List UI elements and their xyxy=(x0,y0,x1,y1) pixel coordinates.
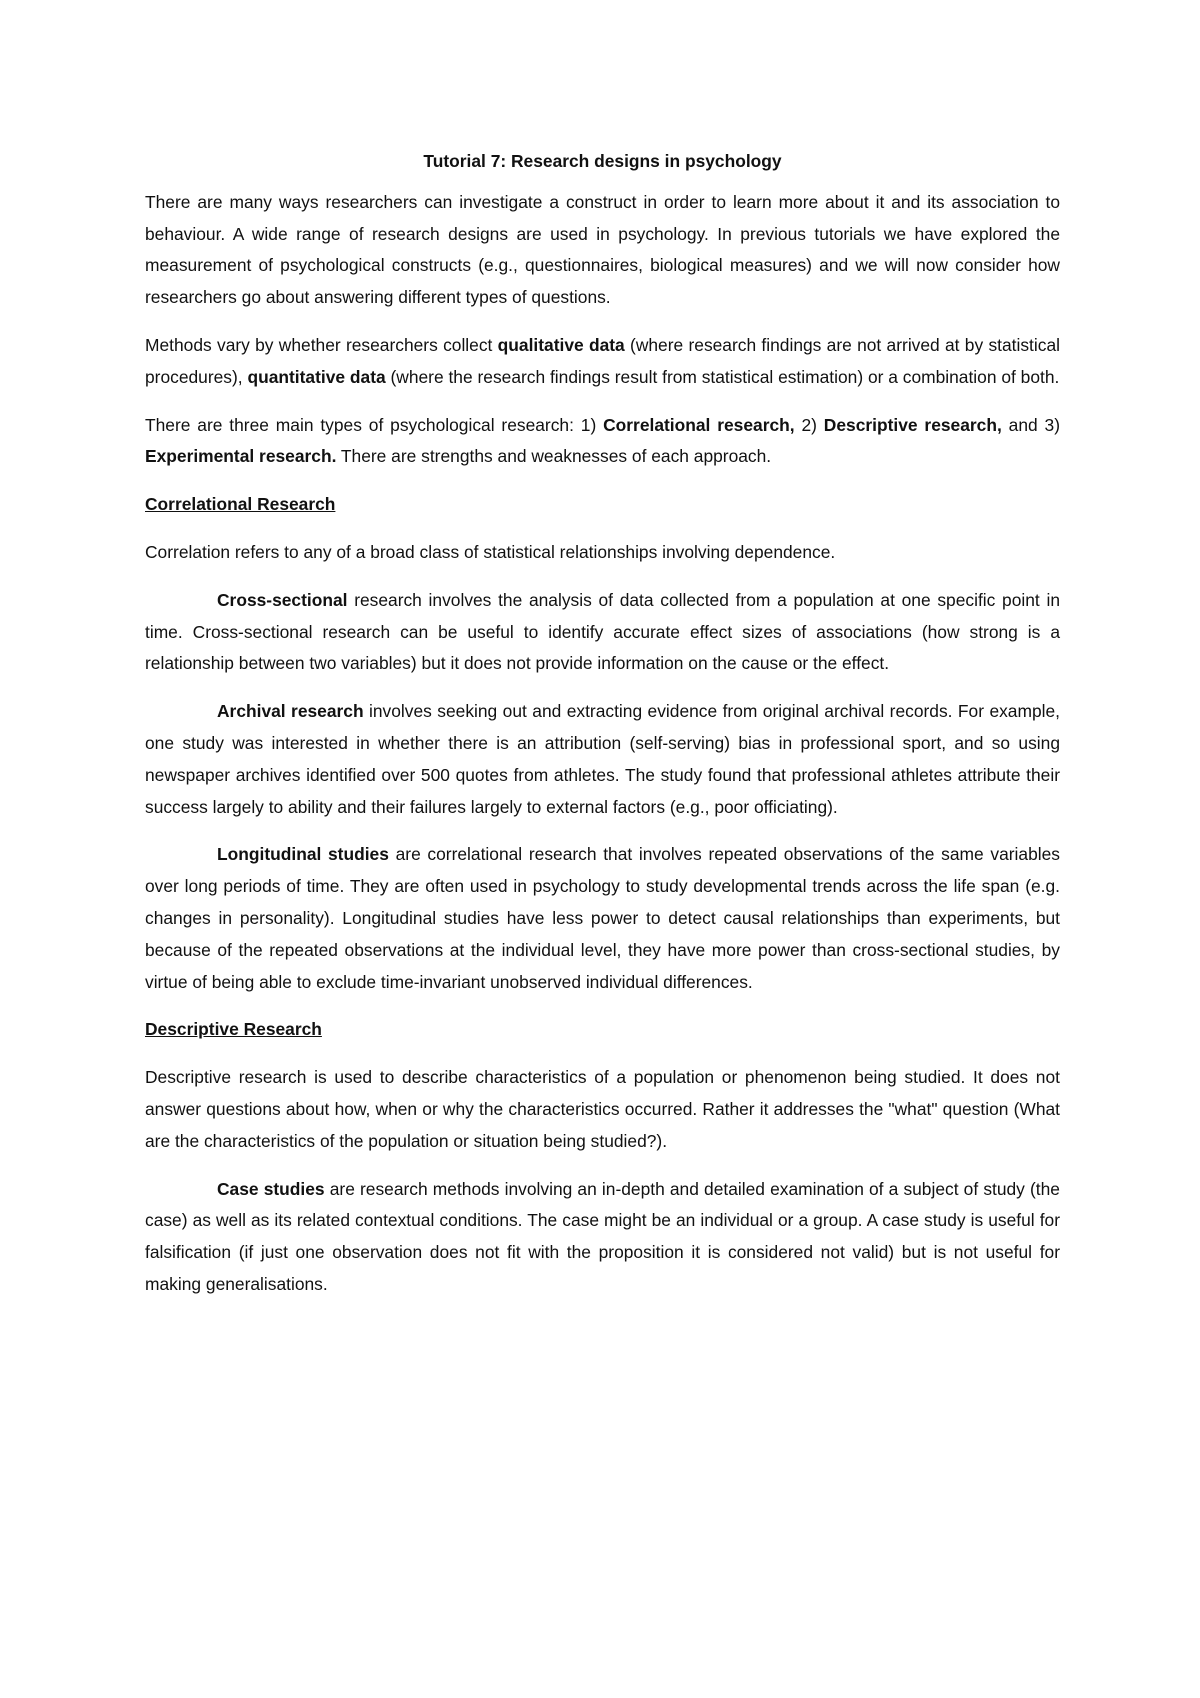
text-run: involves seeking out and extracting evidence from original archival records. For example, one study was interested in whether there is an attribution (self-serving) bias in professional sport, and so using newspaper archives identified over 500 quotes from athletes. The study found that professional athletes attribute their success largely to ability and their failures largely to external factors (e.g., poor officiating). xyxy=(145,701,1061,817)
methods-paragraph xyxy=(145,330,1060,394)
text-run: (where the research findings result from statistical estimation) or a combination of both. xyxy=(385,366,1060,387)
text-run: and 3) xyxy=(1001,414,1060,435)
text-run: are correlational research that involves repeated observations of the same variables over long periods of time. They are often used in psychology to study developmental trends across the life span (e.g. changes in personality). Longitudinal studies have less power to detect causal relationships than experiments, but because of the repeated observations at the individual level, they have more power than cross-sectional studies, by virtue of being able to exclude time-invariant unobserved individual differences. xyxy=(145,844,1060,992)
text-run: There are three main types of psychological research: 1) xyxy=(145,414,604,435)
case-studies-paragraph xyxy=(145,1174,1060,1301)
bold-term-experimental: Experimental research. xyxy=(145,446,337,467)
bold-term-longitudinal: Longitudinal studies xyxy=(217,844,389,865)
intro-paragraph: There are many ways researchers can investigate a construct in order to learn more about it and its association to behaviour. A wide range of research designs are used in psychology. In previous tutorials we have explored the measurement of psychological constructs (e.g., questionnaires, biological measures) and we will now consider how researchers go about answering different types of questions. xyxy=(145,191,1060,308)
document-body xyxy=(145,146,1060,1317)
text-run: (where research findings are not arrived at by statistical procedures), xyxy=(145,334,1060,387)
text-run: research involves the analysis of data collected from a population at one specific point in time. Cross-sectional research can be useful to identify accurate effect sizes of associations (how strong is a relationship between two variables) but it does not provide information on the cause or the effect. xyxy=(145,589,1060,674)
descriptive-definition: Descriptive research is used to describe characteristics of a population or phenomenon being studied. It does not answer questions about how, when or why the characteristics occurred. Rather it addresses the "what" question (What are the characteristics of the population or situation being studied?). xyxy=(145,1067,1060,1151)
page-title: Tutorial 7: Research designs in psychology xyxy=(423,151,782,171)
bold-term-case-studies: Case studies xyxy=(217,1178,325,1199)
bold-term-correlational: Correlational research, xyxy=(603,414,795,435)
bold-term-descriptive: Descriptive research, xyxy=(823,414,1002,435)
bold-term-cross-sectional: Cross-sectional xyxy=(217,589,348,610)
bold-term-archival: Archival research xyxy=(217,701,364,722)
longitudinal-paragraph xyxy=(145,839,1060,998)
section-heading-correlational: Correlational Research xyxy=(145,494,336,515)
archival-paragraph xyxy=(145,696,1060,823)
bold-term-qualitative-data: qualitative data xyxy=(497,334,625,355)
research-types-paragraph xyxy=(145,410,1060,474)
correlation-definition: Correlation refers to any of a broad class of statistical relationships involving dependence. xyxy=(145,541,836,562)
text-run: 2) xyxy=(794,414,824,435)
text-run: Methods vary by whether researchers collect xyxy=(145,334,498,355)
bold-term-quantitative-data: quantitative data xyxy=(247,366,386,387)
text-run: are research methods involving an in-depth and detailed examination of a subject of study (the case) as well as its related contextual conditions. The case might be an individual or a group. A case study is useful for falsification (if just one observation does not fit with the proposition it is considered not valid) but is not useful for making generalisations. xyxy=(145,1178,1060,1294)
cross-sectional-paragraph xyxy=(145,585,1060,680)
section-heading-descriptive: Descriptive Research xyxy=(145,1019,322,1040)
text-run: There are strengths and weaknesses of each approach. xyxy=(336,446,772,467)
